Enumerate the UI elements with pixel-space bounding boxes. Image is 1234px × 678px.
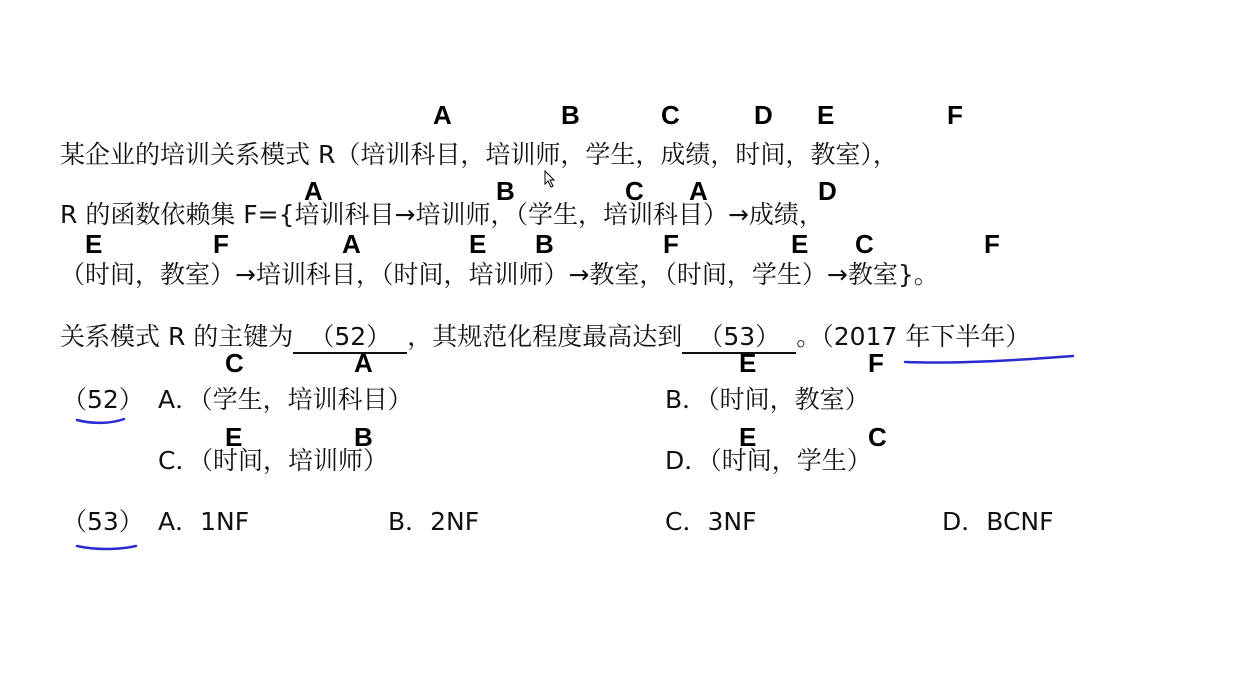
pen-underline-52 (77, 419, 124, 423)
blank-52: （52） (293, 322, 407, 354)
pen-underline-year (905, 356, 1073, 363)
label-c: C (225, 348, 244, 378)
label-c: C (661, 100, 680, 130)
question-line (60, 322, 1030, 354)
label-f: F (984, 229, 1000, 259)
label-e: E (739, 422, 757, 452)
pen-underline-53 (77, 546, 136, 549)
label-e: E (469, 229, 487, 259)
mouse-pointer-icon (544, 170, 556, 188)
dependency-line-2: （时间，教室）→培训科目，（时间，培训师）→教室，（时间，学生）→教室}。 (60, 260, 939, 289)
label-d: D (754, 100, 773, 130)
label-f: F (947, 100, 963, 130)
label-e: E (817, 100, 835, 130)
dependency-line-1: R 的函数依赖集 F={培训科目→培训师，（学生，培训科目）→成绩， (60, 200, 824, 229)
label-e: E (85, 229, 103, 259)
label-b: B (496, 176, 515, 206)
label-a: A (433, 100, 452, 130)
label-b: B (535, 229, 554, 259)
q53-option-b[interactable]: B．2NF (388, 507, 480, 536)
q53-number: （53） (62, 507, 144, 536)
q52-number: （52） (62, 385, 144, 414)
question-source: 。（2017 年下半年） (796, 322, 1031, 351)
q52-option-d[interactable]: D．（时间，学生） (665, 446, 872, 475)
label-c: C (625, 176, 644, 206)
label-c: C (868, 422, 887, 452)
label-e: E (225, 422, 243, 452)
label-f: F (213, 229, 229, 259)
question-text-2: ，其规范化程度最高达到 (407, 322, 683, 351)
label-d: D (818, 176, 837, 206)
label-b: B (561, 100, 580, 130)
relation-schema-line: 某企业的培训关系模式 R（培训科目，培训师，学生，成绩，时间，教室）， (60, 140, 898, 169)
label-a: A (342, 229, 361, 259)
q52-option-c[interactable]: C．（时间，培训师） (158, 446, 388, 475)
q52-option-a[interactable]: A．（学生，培训科目） (158, 385, 413, 414)
label-f: F (868, 348, 884, 378)
blank-53: （53） (682, 322, 796, 354)
label-a: A (304, 176, 323, 206)
label-b: B (354, 422, 373, 452)
label-a: A (354, 348, 373, 378)
q53-option-a[interactable]: A．1NF (158, 507, 250, 536)
q52-option-b[interactable]: B．（时间，教室） (665, 385, 870, 414)
label-c: C (855, 229, 874, 259)
q53-option-d[interactable]: D．BCNF (942, 507, 1054, 536)
label-a: A (689, 176, 708, 206)
label-e: E (739, 348, 757, 378)
q53-option-c[interactable]: C．3NF (665, 507, 757, 536)
question-text-1: 关系模式 R 的主键为 (60, 322, 294, 351)
label-f: F (663, 229, 679, 259)
label-e: E (791, 229, 809, 259)
